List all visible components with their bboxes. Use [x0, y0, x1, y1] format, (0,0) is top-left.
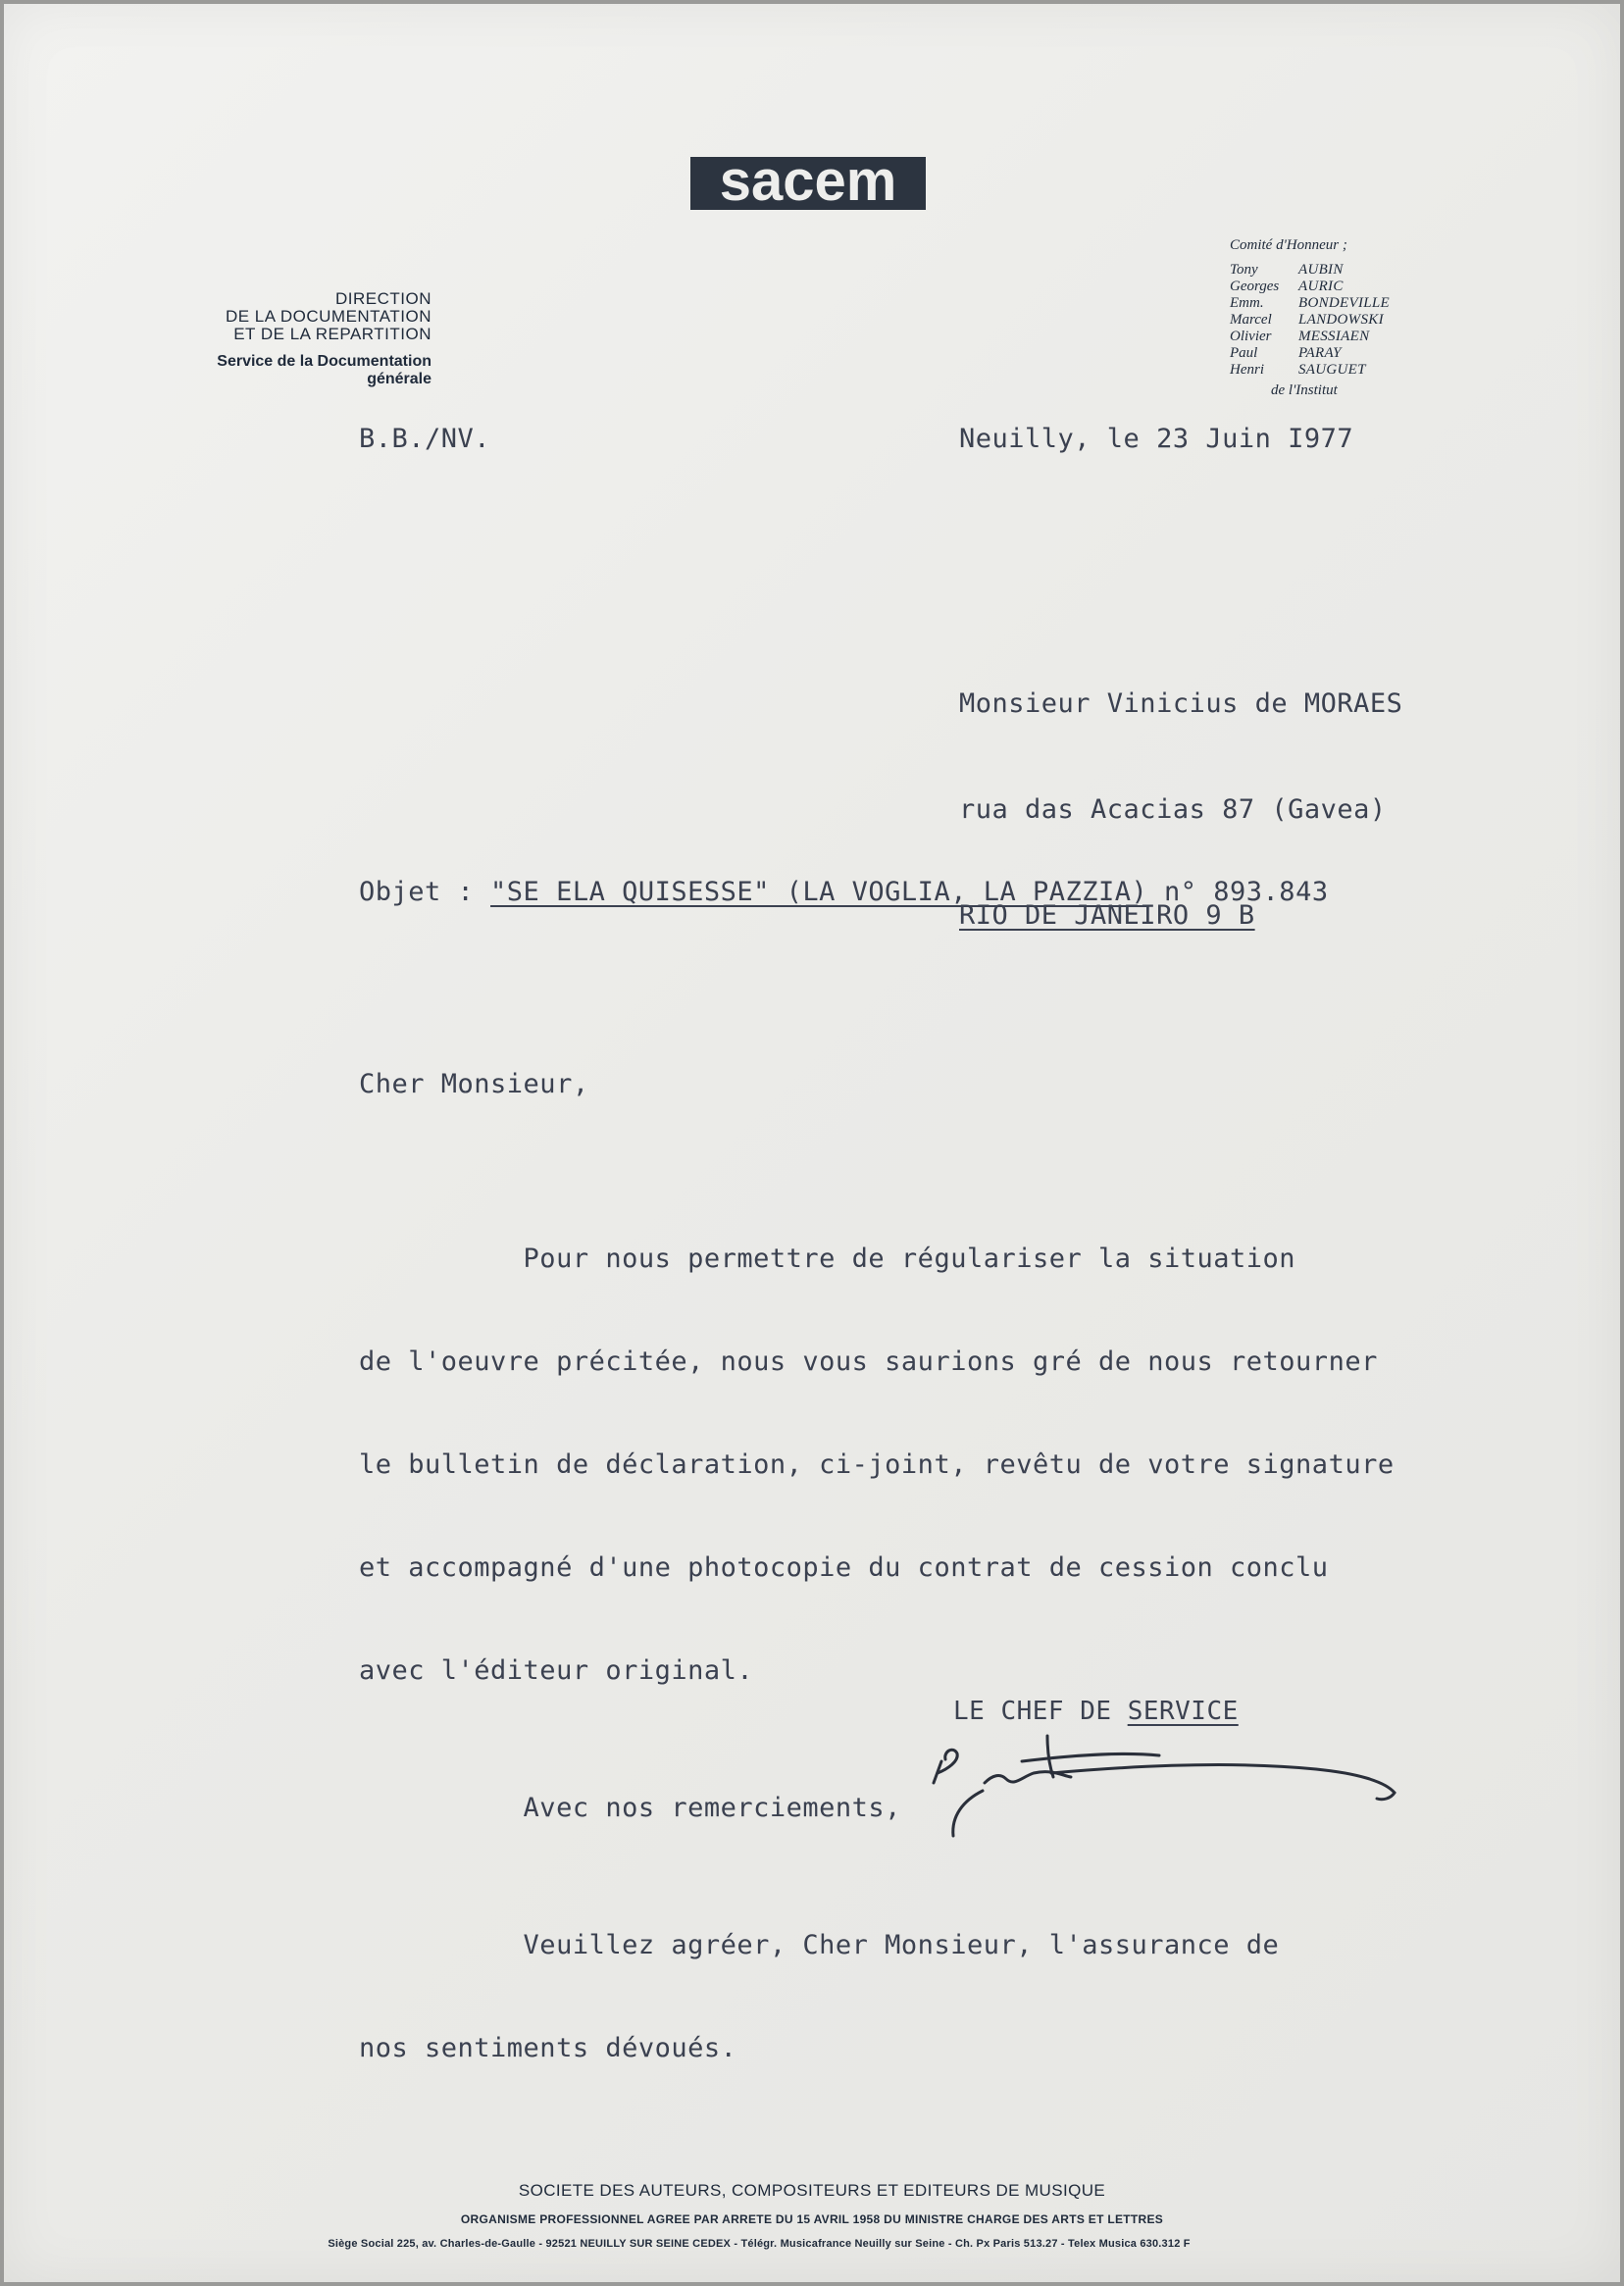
comite-footer: de l'Institut: [1271, 382, 1338, 398]
body-line: Pour nous permettre de régulariser la situation: [359, 1244, 1296, 1274]
footer-address: Siège Social 225, av. Charles-de-Gaulle - 92521 NEUILLY SUR SEINE CEDEX - Télégr. Musicafrance Neuilly sur Seine - Ch. Px Paris 513.27 - Telex Musica 630.312 F: [328, 2238, 1191, 2250]
letter-body: [359, 1173, 1395, 2134]
body-line: avec l'éditeur original.: [359, 1655, 754, 1686]
member-first: Paul: [1230, 345, 1258, 361]
member-last: PARAY: [1298, 345, 1342, 361]
body-line: Veuillez agréer, Cher Monsieur, l'assurance de: [359, 1930, 1280, 1960]
member-first: Tony: [1230, 262, 1258, 278]
department-line: ET DE LA REPARTITION: [233, 325, 431, 343]
subject-line: [359, 877, 1329, 907]
comite-honneur: [1230, 237, 1446, 399]
comite-member: [1230, 345, 1446, 362]
salutation: Cher Monsieur,: [359, 1069, 589, 1099]
service-line: Service de la Documentation: [217, 353, 431, 370]
member-last: AUBIN: [1298, 262, 1344, 278]
footer-organisme: ORGANISME PROFESSIONNEL AGREE PAR ARRETE DU 15 AVRIL 1958 DU MINISTRE CHARGE DES ARTS ET LETTRES: [460, 2212, 1164, 2226]
recipient-street: rua das Acacias 87 (Gavea): [959, 794, 1387, 825]
letter-sheet: [4, 4, 1620, 2282]
comite-member: [1230, 329, 1446, 345]
body-line: Avec nos remerciements,: [359, 1793, 901, 1823]
letter-date: Neuilly, le 23 Juin I977: [959, 424, 1354, 454]
department-line: DE LA DOCUMENTATION: [225, 307, 431, 326]
recipient-name: Monsieur Vinicius de MORAES: [959, 688, 1403, 719]
logo-text: sacem: [719, 149, 897, 213]
comite-heading: Comité d'Honneur ;: [1230, 237, 1347, 253]
body-line: nos sentiments dévoués.: [359, 2033, 737, 2063]
sacem-logo: [690, 149, 926, 218]
body-line: et accompagné d'une photocopie du contrat de cession conclu: [359, 1552, 1329, 1583]
subject-number: n° 893.843: [1147, 877, 1329, 907]
member-first: Emm.: [1230, 295, 1264, 311]
body-line: de l'oeuvre précitée, nous vous saurions gré de nous retourner: [359, 1346, 1378, 1377]
comite-member: [1230, 295, 1446, 312]
member-first: Georges: [1230, 279, 1280, 294]
comite-member: [1230, 279, 1446, 295]
body-line: le bulletin de déclaration, ci-joint, revêtu de votre signature: [359, 1449, 1395, 1480]
member-first: Olivier: [1230, 329, 1272, 344]
comite-member: [1230, 262, 1446, 279]
comite-member: [1230, 362, 1446, 379]
recipient-address: [959, 616, 1402, 1004]
handwritten-signature: [924, 1722, 1404, 1850]
member-first: Henri: [1230, 362, 1264, 378]
member-last: LANDOWSKI: [1298, 312, 1384, 328]
member-last: AURIC: [1298, 279, 1344, 294]
subject-label: Objet :: [359, 877, 491, 907]
service-line: générale: [367, 371, 431, 387]
department-block: [141, 290, 431, 388]
comite-member: [1230, 312, 1446, 329]
member-last: BONDEVILLE: [1298, 295, 1390, 311]
member-first: Marcel: [1230, 312, 1272, 328]
recipient-city: RIO DE JANEIRO 9 B: [959, 900, 1255, 931]
subject-title: "SE ELA QUISESSE" (LA VOGLIA, LA PAZZIA): [490, 877, 1148, 907]
signatory-title: LE CHEF DE SERVICE: [953, 1697, 1239, 1726]
reference-code: B.B./NV.: [359, 424, 491, 454]
member-last: SAUGUET: [1298, 362, 1366, 378]
department-line: DIRECTION: [335, 289, 431, 308]
member-last: MESSIAEN: [1298, 329, 1370, 344]
footer-society: SOCIETE DES AUTEURS, COMPOSITEURS ET EDITEURS DE MUSIQUE: [518, 2181, 1106, 2200]
